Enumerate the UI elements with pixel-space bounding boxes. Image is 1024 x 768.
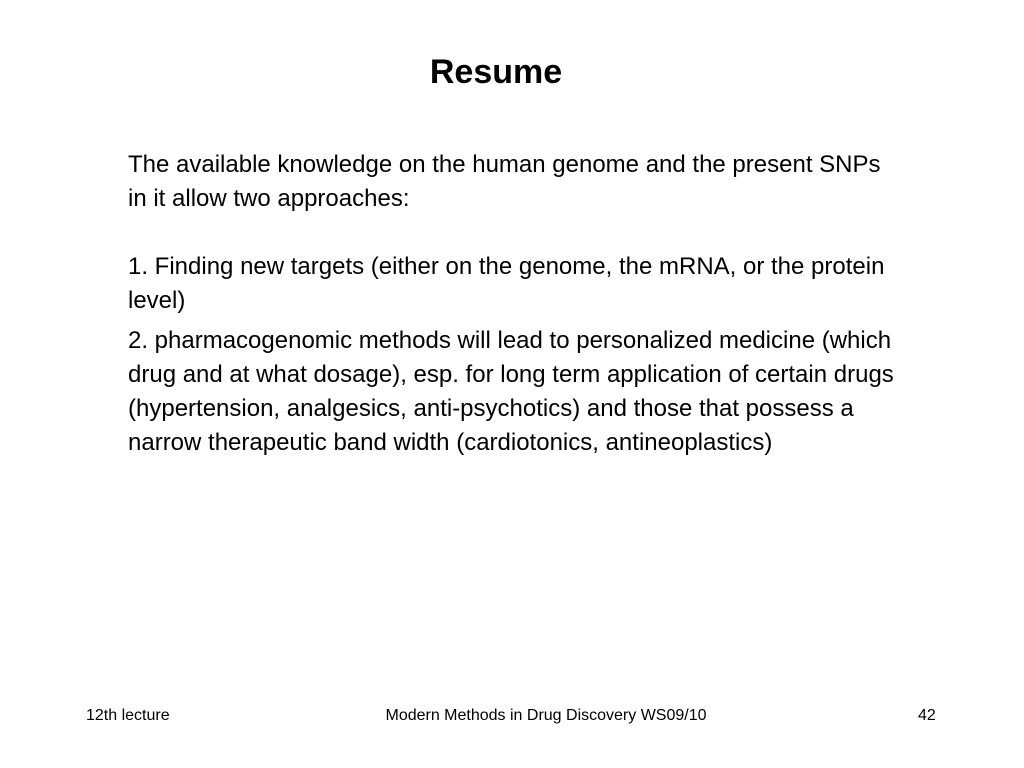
intro-paragraph: The available knowledge on the human genome and the present SNPs in it allow two approaches: bbox=[128, 151, 881, 212]
slide-content bbox=[128, 148, 898, 460]
slide-title: Resume bbox=[429, 53, 563, 91]
footer-course-title: Modern Methods in Drug Discovery WS09/10 bbox=[385, 707, 707, 724]
footer-lecture-label: 12th lecture bbox=[86, 707, 170, 724]
footer-page-number: 42 bbox=[918, 707, 936, 724]
list-item: 1. Finding new targets (either on the genome, the mRNA, or the protein level) bbox=[128, 253, 885, 314]
list-item: 2. pharmacogenomic methods will lead to personalized medicine (which drug and at what dosage), esp. for long term application of certain drugs (hypertension, analgesics, anti-psychotics) and those that possess a narrow therapeutic band width (cardiotonics, antineoplastics) bbox=[128, 327, 894, 456]
